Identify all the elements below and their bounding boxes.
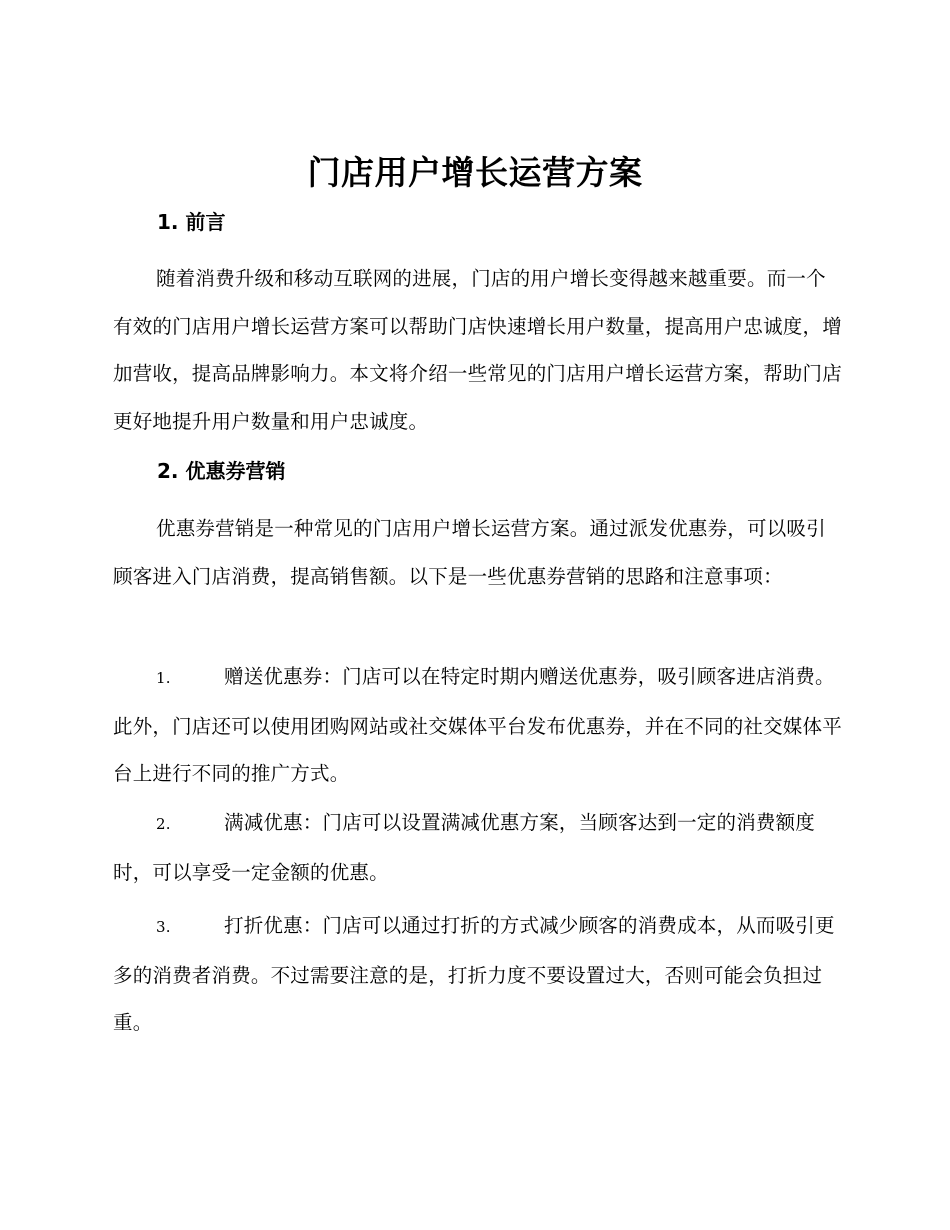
list-item-number: 1. (156, 669, 171, 687)
section-heading-preface: 1. 前言 (157, 210, 226, 234)
document-title: 门店用户增长运营方案 (307, 153, 643, 192)
list-item-text: 赠送优惠券：门店可以在特定时期内赠送优惠券，吸引顾客进店消费。此外，门店还可以使用团购网站或社交媒体平台发布优惠券，并在不同的社交媒体平台上进行不同的推广方式。 (113, 665, 842, 786)
list-item (113, 799, 843, 896)
list-item-number: 2. (156, 815, 171, 833)
preface-paragraph: 随着消费升级和移动互联网的进展，门店的用户增长变得越来越重要。而一个有效的门店用户增长运营方案可以帮助门店快速增长用户数量，提高用户忠诚度，增加营收，提高品牌影响力。本文将介绍一些常见的门店用户增长运营方案，帮助门店更好地提升用户数量和用户忠诚度。 (113, 267, 842, 433)
list-item (113, 653, 843, 798)
section-heading-coupon-marketing: 2. 优惠券营销 (157, 459, 286, 483)
coupon-intro-paragraph: 优惠券营销是一种常见的门店用户增长运营方案。通过派发优惠券，可以吸引顾客进入门店消费，提高销售额。以下是一些优惠券营销的思路和注意事项： (113, 517, 826, 588)
list-item (113, 902, 843, 1047)
list-item-text: 满减优惠：门店可以设置满减优惠方案，当顾客达到一定的消费额度时，可以享受一定金额的优惠。 (113, 811, 816, 884)
list-item-number: 3. (156, 918, 171, 936)
list-item-text: 打折优惠：门店可以通过打折的方式减少顾客的消费成本，从而吸引更多的消费者消费。不过需要注意的是，打折力度不要设置过大，否则可能会负担过重。 (113, 914, 835, 1035)
